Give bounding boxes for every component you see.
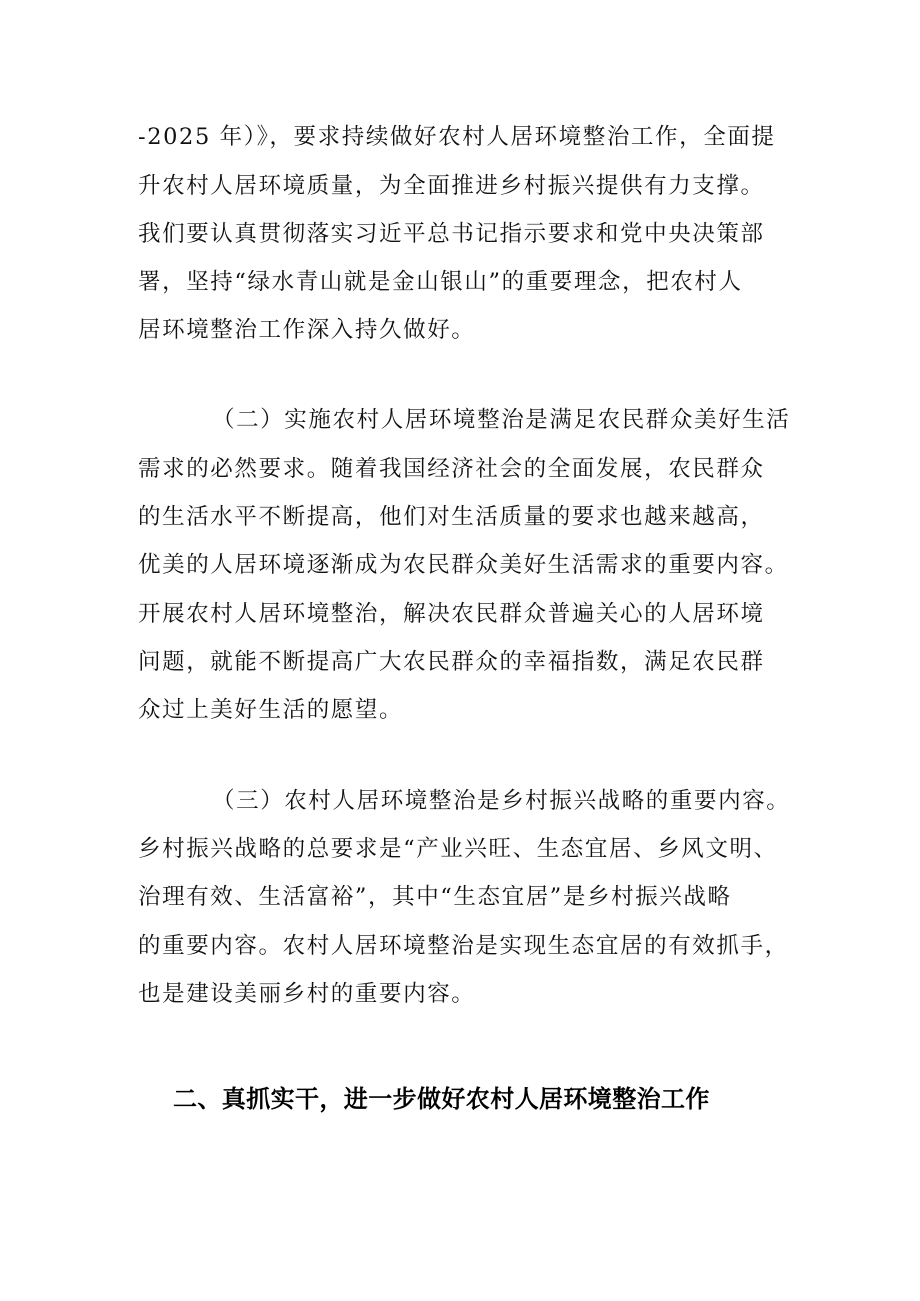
section-heading: 二、真抓实干，进一步做好农村人居环境整治工作 xyxy=(173,1085,710,1113)
paragraph-line: （三）农村人居环境整治是乡村振兴战略的重要内容。 xyxy=(212,788,791,814)
paragraph-line: 的生活水平不断提高，他们对生活质量的要求也越来越高， xyxy=(138,504,765,530)
paragraph-line: 的重要内容。农村人居环境整治是实现生态宜居的有效抓手， xyxy=(138,933,789,959)
paragraph-line: 众过上美好生活的愿望。 xyxy=(138,697,404,723)
paragraph-line: 开展农村人居环境整治，解决农民群众普遍关心的人居环境 xyxy=(138,601,765,627)
paragraph-line: （二）实施农村人居环境整治是满足农民群众美好生活 xyxy=(212,407,791,433)
paragraph-line: -2025 年）》，要求持续做好农村人居环境整治工作，全面提 xyxy=(138,124,776,150)
paragraph-line: 乡村振兴战略的总要求是“产业兴旺、生态宜居、乡风文明、 xyxy=(138,836,778,862)
paragraph-line: 治理有效、生活富裕”，其中“生态宜居”是乡村振兴战略 xyxy=(138,884,732,910)
paragraph-line: 署，坚持“绿水青山就是金山银山”的重要理念，把农村人 xyxy=(138,269,743,295)
paragraph-line: 优美的人居环境逐渐成为农民群众美好生活需求的重要内容。 xyxy=(138,552,789,578)
paragraph-line: 也是建设美丽乡村的重要内容。 xyxy=(138,981,476,1007)
paragraph-line: 升农村人居环境质量，为全面推进乡村振兴提供有力支撑。 xyxy=(138,173,765,199)
paragraph-line: 问题，就能不断提高广大农民群众的幸福指数，满足农民群 xyxy=(138,649,765,675)
paragraph-line: 我们要认真贯彻落实习近平总书记指示要求和党中央决策部 xyxy=(138,221,765,247)
paragraph-line: 需求的必然要求。随着我国经济社会的全面发展，农民群众 xyxy=(138,456,765,482)
paragraph-line: 居环境整治工作深入持久做好。 xyxy=(138,317,476,343)
